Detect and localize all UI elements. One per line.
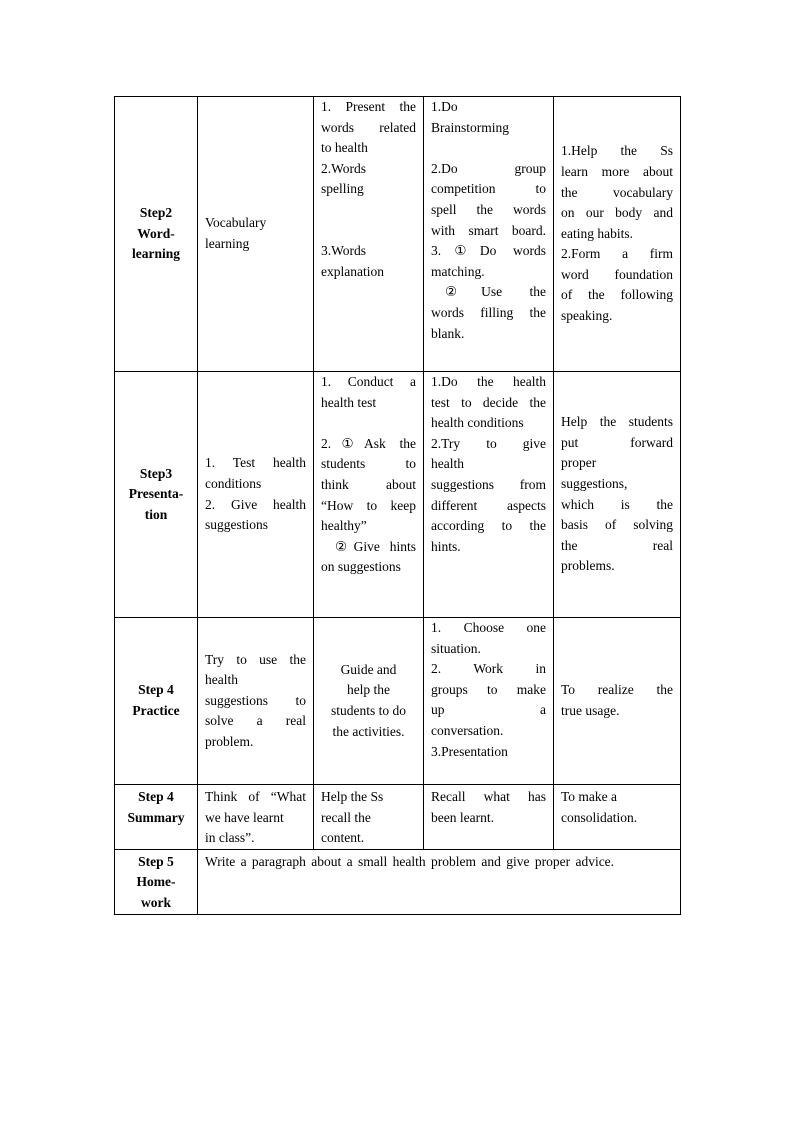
cell-line: suggestions xyxy=(205,517,269,533)
cell-line: in class”. xyxy=(205,830,255,846)
cell-line: students to do xyxy=(330,703,406,718)
homework-cell xyxy=(198,849,681,914)
cell-line: word foundation xyxy=(561,266,673,282)
cell-line: competition to xyxy=(431,181,546,197)
step-cell xyxy=(115,618,198,785)
cell-line: 1.Help the Ss xyxy=(561,143,673,159)
cell-line: matching. xyxy=(431,263,485,279)
cell-line: 2.Try to give xyxy=(431,435,546,451)
cell-line: words filling the xyxy=(431,304,546,320)
cell-line: 1. Present the xyxy=(321,99,416,114)
cell-line: Help the students xyxy=(561,414,673,430)
cell-line: Guide and xyxy=(340,661,397,677)
step-label: Step3 xyxy=(139,465,173,481)
step-label: Home- xyxy=(136,874,176,890)
cell-line: 2.Form a firm xyxy=(561,246,673,262)
cell-line: learning xyxy=(205,236,250,251)
cell-line: solve a real xyxy=(205,713,306,729)
cell-line: 1.Do the health xyxy=(431,374,546,389)
cell-line: up a xyxy=(431,702,546,718)
cell-line: “How to keep xyxy=(321,497,416,513)
step-label: learning xyxy=(131,246,180,262)
step-label: Presenta- xyxy=(128,486,184,502)
cell-line: Recall what has xyxy=(431,789,546,804)
cell-line: help the xyxy=(346,682,391,698)
cell-line: conditions xyxy=(205,475,262,491)
cell-line: words related xyxy=(321,119,416,135)
step-label: tion xyxy=(144,506,168,522)
cell-line: basis of solving xyxy=(561,517,673,533)
cell-line: true usage. xyxy=(561,703,620,718)
cell-line: recall the xyxy=(321,809,371,825)
cell-line: 3.Presentation xyxy=(431,743,508,759)
cell-line: health xyxy=(431,456,464,472)
cell-line: 2. Give health xyxy=(205,496,306,512)
cell-line: ②Give hints xyxy=(335,538,416,554)
student-activity-cell xyxy=(424,785,554,850)
cell-line: students to xyxy=(321,456,416,472)
content-cell xyxy=(198,618,314,785)
cell-line: which is the xyxy=(561,496,673,512)
cell-line: 3.Words xyxy=(321,243,367,259)
cell-line: health conditions xyxy=(431,415,524,431)
cell-line: 2.Words xyxy=(321,160,367,176)
cell-line: suggestions to xyxy=(205,692,306,708)
teacher-activity-cell xyxy=(314,372,424,618)
cell-line: To realize the xyxy=(561,682,673,698)
step-label: work xyxy=(141,894,171,910)
cell-line: the vocabulary xyxy=(561,184,673,200)
table-row-step2 xyxy=(115,97,681,372)
step-cell xyxy=(115,97,198,372)
purpose-cell xyxy=(554,785,681,850)
cell-line: proper xyxy=(561,455,597,471)
student-activity-cell xyxy=(424,97,554,372)
cell-line: 2.①Ask the xyxy=(321,435,416,451)
cell-line: 1.Do xyxy=(431,99,458,114)
student-activity-cell xyxy=(424,618,554,785)
cell-line: problems. xyxy=(561,558,615,574)
cell-line: problem. xyxy=(205,733,254,749)
content-cell xyxy=(198,97,314,372)
cell-line: health test xyxy=(321,394,377,410)
purpose-cell xyxy=(554,97,681,372)
purpose-cell xyxy=(554,618,681,785)
step-label: Practice xyxy=(132,703,180,718)
step-label: Word- xyxy=(137,225,175,241)
content-cell xyxy=(198,785,314,850)
step-label: Step 5 xyxy=(138,853,174,869)
step-cell xyxy=(115,785,198,850)
cell-line: to health xyxy=(321,140,368,156)
teacher-activity-cell xyxy=(314,97,424,372)
table-row-step3 xyxy=(115,372,681,618)
homework-text: Write a paragraph about a small health problem and give proper advice. xyxy=(205,853,615,869)
cell-line: 2. Work in xyxy=(431,661,546,677)
cell-line: learn more about xyxy=(561,163,673,179)
teacher-activity-cell xyxy=(314,618,424,785)
cell-line: eating habits. xyxy=(561,225,633,241)
cell-line: according to the xyxy=(431,518,546,534)
cell-line: To make a xyxy=(561,789,618,804)
step-label: Step2 xyxy=(139,205,173,221)
cell-line: Vocabulary xyxy=(205,215,267,231)
step-label: Summary xyxy=(127,809,185,825)
cell-line: the activities. xyxy=(332,723,405,739)
cell-line: Try to use the xyxy=(205,651,306,667)
cell-line: health xyxy=(205,672,238,688)
cell-line: ②Use the xyxy=(445,284,546,300)
cell-line: content. xyxy=(321,830,365,846)
step-cell xyxy=(115,372,198,618)
cell-line: hints. xyxy=(431,538,461,554)
cell-line: spelling xyxy=(321,181,364,197)
cell-line: situation. xyxy=(431,640,481,656)
cell-line: explanation xyxy=(321,263,384,279)
cell-line: we have learnt xyxy=(205,809,284,825)
lesson-plan-table xyxy=(114,96,681,915)
cell-line: of the following xyxy=(561,287,673,303)
cell-line: with smart board. xyxy=(431,222,546,238)
cell-line: 3.①Do words xyxy=(431,243,546,259)
cell-line: blank. xyxy=(431,325,465,341)
cell-line: speaking. xyxy=(561,308,613,324)
cell-line: been learnt. xyxy=(431,809,494,825)
cell-line: consolidation. xyxy=(561,809,638,825)
cell-line: Brainstorming xyxy=(431,119,509,135)
cell-line: the real xyxy=(561,537,673,553)
cell-line: on our body and xyxy=(561,205,673,221)
cell-line: put forward xyxy=(561,434,673,450)
cell-line: Help the Ss xyxy=(321,789,384,804)
cell-line: conversation. xyxy=(431,722,504,738)
cell-line: on suggestions xyxy=(321,559,401,575)
cell-line: think about xyxy=(321,476,416,492)
table-row-step4-practice xyxy=(115,618,681,785)
purpose-cell xyxy=(554,372,681,618)
step-label: Step 4 xyxy=(138,682,174,698)
teacher-activity-cell xyxy=(314,785,424,850)
step-cell xyxy=(115,849,198,914)
cell-line: healthy” xyxy=(321,518,367,534)
cell-line: test to decide the xyxy=(431,394,546,410)
cell-line: spell the words xyxy=(431,201,546,217)
table-row-step4-summary xyxy=(115,785,681,850)
cell-line: different aspects xyxy=(431,497,546,513)
cell-line: 2.Do group xyxy=(431,160,546,176)
table-row-step5-homework xyxy=(115,849,681,914)
content-cell xyxy=(198,372,314,618)
cell-line: 1. Choose one xyxy=(431,620,546,635)
cell-line: 1. Conduct a xyxy=(321,374,416,389)
cell-line: suggestions, xyxy=(561,475,628,491)
cell-line: suggestions from xyxy=(431,476,546,492)
cell-line: groups to make xyxy=(431,681,546,697)
step-label: Step 4 xyxy=(138,789,174,804)
cell-line: Think of “What xyxy=(205,789,306,804)
student-activity-cell xyxy=(424,372,554,618)
cell-line: 1. Test health xyxy=(205,455,306,471)
